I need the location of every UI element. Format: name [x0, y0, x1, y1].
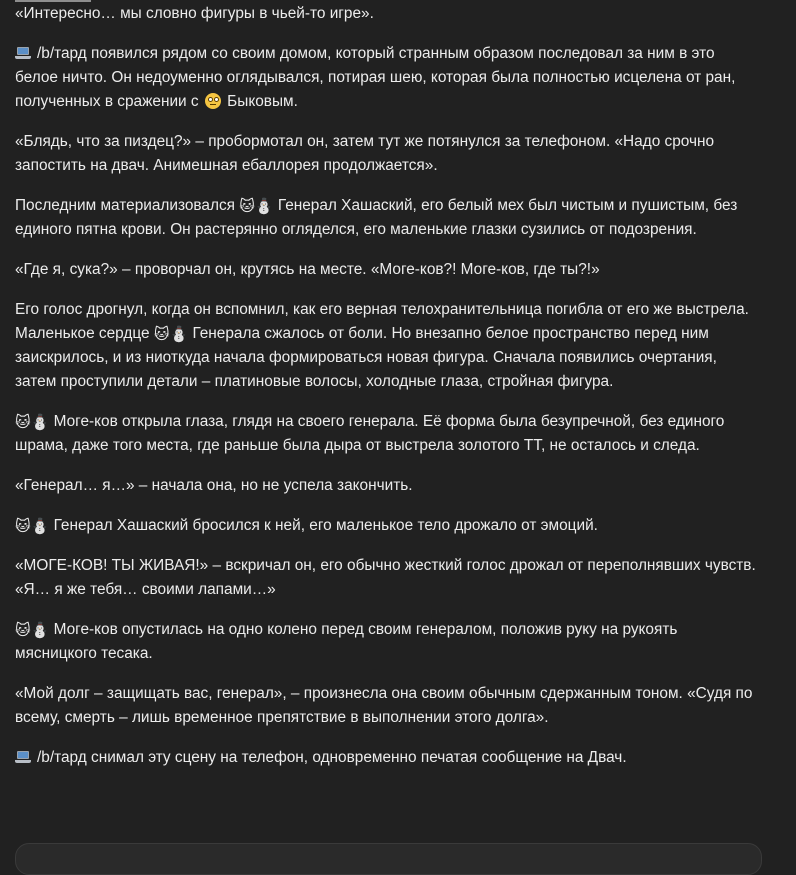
paragraph-text: Быковым.	[222, 93, 298, 110]
paragraph-text: «Генерал… я…» – начала она, но не успела закончить.	[15, 477, 413, 494]
paragraph-6	[15, 298, 760, 394]
cat-icon: 🐱	[239, 197, 255, 215]
paragraph-4	[15, 194, 760, 242]
paragraph-12	[15, 682, 760, 730]
paragraph-text: «Блядь, что за пиздец?» – пробормотал он, затем тут же потянулся за телефоном. «Надо срочно запостить на двач. Анимешная ебаллорея продолжается».	[15, 133, 715, 174]
paragraph-8	[15, 474, 760, 498]
snowman-icon: ⛄	[254, 197, 274, 215]
paragraph-text: Генерала сжалось от боли. Но внезапно белое пространство перед ним заискрилось, и из ниоткуда начала формироваться новая фигура. Сначала появились очертания, затем проступили детали – платиновые волосы, холодные глаза, стройная фигура.	[15, 325, 717, 390]
snowman-icon: ⛄	[30, 621, 50, 639]
laptop-icon	[15, 751, 31, 763]
snowman-icon: ⛄	[30, 517, 50, 535]
paragraph-text: Генерал Хашаский бросился к ней, его маленькое тело дрожало от эмоций.	[53, 517, 598, 534]
paragraph-text: «Где я, сука?» – проворчал он, крутясь на месте. «Моге-ков?! Моге-ков, где ты?!»	[15, 261, 600, 278]
snowman-icon: ⛄	[30, 413, 50, 431]
cat-snowman-icon	[15, 623, 49, 638]
laptop-icon	[15, 47, 31, 59]
paragraph-text: Моге-ков открыла глаза, глядя на своего генерала. Её форма была безупречной, без единого шрама, даже того места, где раньше была дыра от выстрела золотого ТТ, не осталось и следа.	[15, 413, 725, 454]
chat-message-body	[15, 2, 760, 786]
paragraph-3	[15, 130, 760, 178]
paragraph-5	[15, 258, 760, 282]
paragraph-9	[15, 514, 760, 538]
paragraph-7	[15, 410, 760, 458]
cat-icon: 🐱	[153, 325, 170, 343]
paragraph-text: «Интересно… мы словно фигуры в чьей-то игре».	[15, 5, 374, 22]
paragraph-text: Генерал Хашаский, его белый мех был чистым и пушистым, без единого пятна крови. Он растерянно огляделся, его маленькие глазки сузились от подозрения.	[15, 197, 738, 238]
cat-icon: 🐱	[15, 413, 31, 431]
paragraph-10	[15, 554, 760, 602]
paragraph-text: «Мой долг – защищать вас, генерал», – произнесла она своим обычным сдержанным тоном. «Судя по всему, смерть – лишь временное препятствие в выполнении этого долга».	[15, 685, 753, 726]
cat-snowman-icon	[15, 519, 49, 534]
paragraph-text: Его голос дрогнул, когда он вспомнил, как его верная телохранительница погибла от его же выстрела. Маленькое сердце	[15, 301, 749, 342]
cat-icon: 🐱	[15, 517, 31, 535]
paragraph-text: Моге-ков опустилась на одно колено перед своим генералом, положив руку на рукоять мясницкого тесака.	[15, 621, 678, 662]
cat-snowman-icon	[15, 415, 49, 430]
paragraph-text: /b/тард появился рядом со своим домом, который странным образом последовал за ним в это белое ничто. Он недоуменно оглядывался, потирая шею, которая была полностью исцелена от ран, полученных в сражении с	[15, 45, 736, 110]
monocle-face-icon	[205, 93, 221, 109]
paragraph-text: /b/тард снимал эту сцену на телефон, одновременно печатая сообщение на Двач.	[37, 749, 627, 766]
paragraph-11	[15, 618, 760, 666]
cat-snowman-icon	[154, 327, 188, 342]
paragraph-text: Последним материализовался	[15, 197, 240, 214]
cat-snowman-icon	[239, 199, 273, 214]
paragraph-1	[15, 2, 760, 26]
message-input-area[interactable]	[15, 843, 762, 875]
paragraph-13	[15, 746, 760, 770]
paragraph-text: «МОГЕ-КОВ! ТЫ ЖИВАЯ!» – вскричал он, его обычно жесткий голос дрожал от переполнявших чувств. «Я… я же тебя… своими лапами…»	[15, 557, 756, 598]
snowman-icon: ⛄	[169, 325, 189, 343]
cat-icon: 🐱	[15, 621, 31, 639]
paragraph-2	[15, 42, 760, 114]
